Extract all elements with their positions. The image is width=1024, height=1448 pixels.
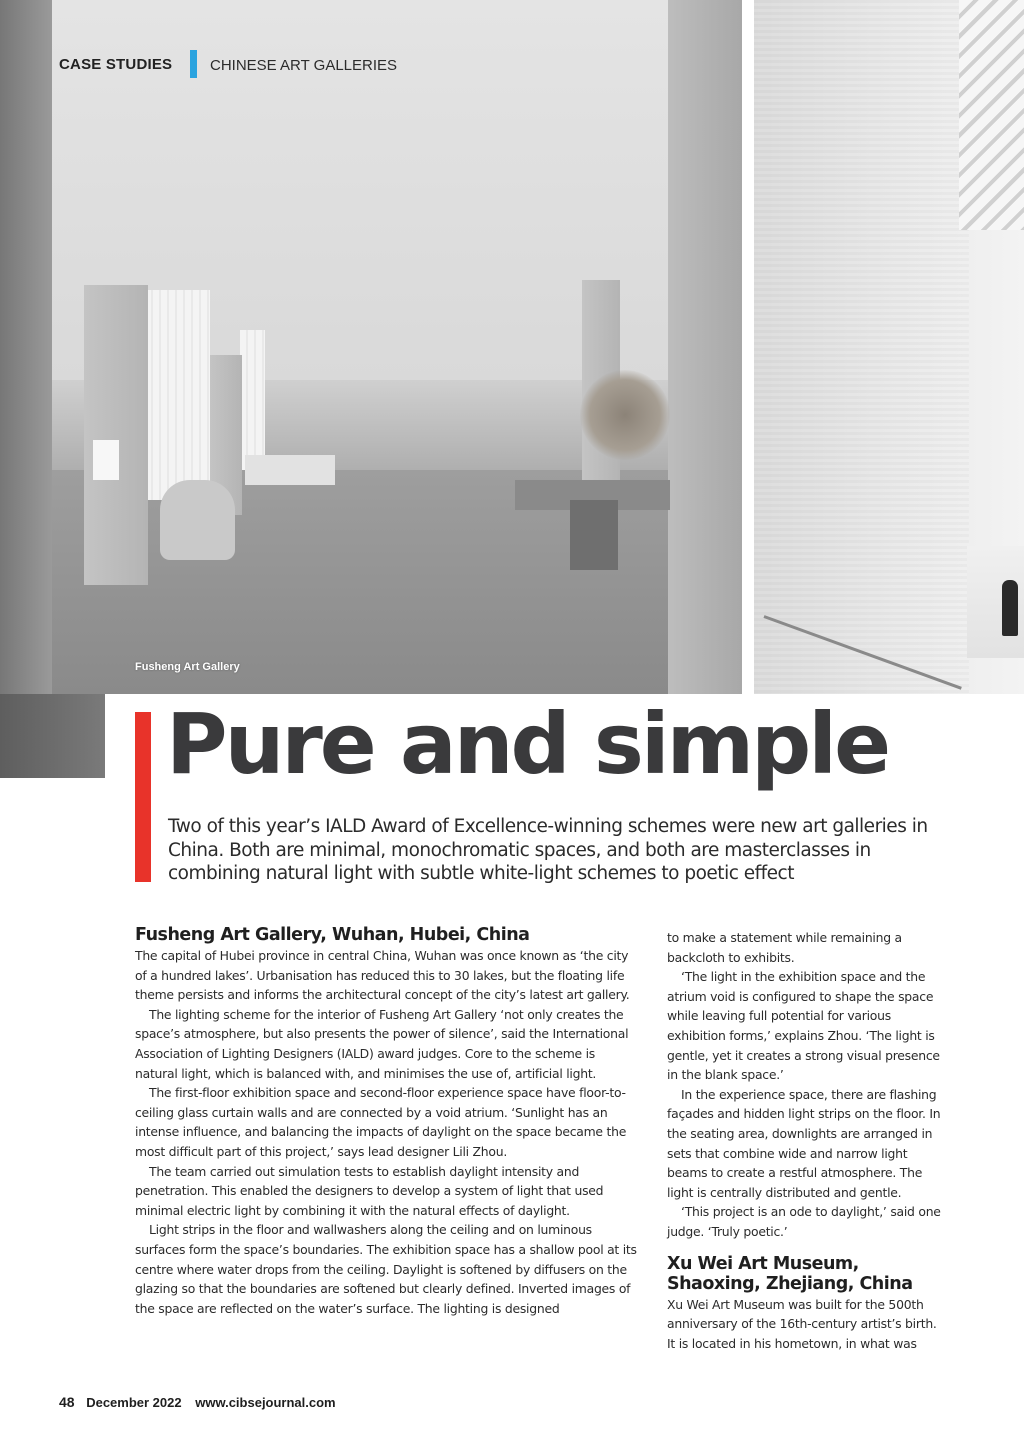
sofa bbox=[245, 455, 335, 485]
floor-lamp bbox=[93, 440, 119, 480]
body-paragraph: ‘The light in the exhibition space and the atrium void is configured to shape the space while leaving full potential for various exhibition forms,’ explains Zhou. ‘The light is gentle, yet it creates a strong visual presence in the blank space.’ bbox=[667, 969, 940, 1083]
photo-extension bbox=[0, 694, 105, 778]
article-column-2 bbox=[667, 928, 945, 1353]
body-paragraph: ‘This project is an ode to daylight,’ said one judge. ‘Truly poetic.’ bbox=[667, 1204, 941, 1239]
standfirst: Two of this year’s IALD Award of Excellence-winning schemes were new art galleries in China. Both are minimal, monochromatic spaces, and both are masterclasses in combining natural light with subtle white-light schemes to poetic effect bbox=[168, 816, 928, 884]
headline-accent-bar bbox=[135, 712, 151, 882]
headline: Pure and simple bbox=[166, 695, 889, 793]
photo-caption: Fusheng Art Gallery bbox=[135, 661, 240, 673]
column bbox=[0, 0, 52, 694]
column bbox=[84, 285, 148, 585]
body-paragraph: In the experience space, there are flashing façades and hidden light strips on the floor. In the seating area, downlights are arranged in sets that combine wide and narrow light beams to create a restful atmosphere. The light is centrally distributed and gentle. bbox=[667, 1086, 941, 1200]
page-number: 48 bbox=[59, 1394, 75, 1410]
section-divider bbox=[190, 50, 197, 78]
section-heading: Xu Wei Art Museum, Shaoxing, Zhejiang, China bbox=[667, 1253, 913, 1294]
column bbox=[668, 0, 742, 694]
tree-sculpture bbox=[580, 370, 670, 460]
page-footer bbox=[59, 1394, 336, 1410]
textured-wall bbox=[754, 0, 969, 694]
skylight bbox=[959, 0, 1024, 230]
body-paragraph: The first-floor exhibition space and second-floor experience space have floor-to-ceiling glass curtain walls and are connected by a void atrium. ‘Sunlight has an intense influence, and balancing the impacts of daylight on the space became the most difficult part of this project,’ says lead designer Lili Zhou. bbox=[135, 1085, 627, 1159]
gallery-interior-photo bbox=[0, 0, 742, 694]
visitor-figure bbox=[1002, 580, 1018, 636]
body-paragraph: to make a statement while remaining a backcloth to exhibits. bbox=[667, 930, 902, 965]
body-paragraph: The team carried out simulation tests to establish daylight intensity and penetration. This enabled the designers to develop a system of light that used minimal electric light by combining it with the natural effects of daylight. bbox=[135, 1163, 604, 1218]
section-heading: Fusheng Art Gallery, Wuhan, Hubei, China bbox=[135, 925, 530, 945]
museum-wall-photo bbox=[754, 0, 1024, 694]
photo-gutter bbox=[742, 0, 754, 694]
body-paragraph: Xu Wei Art Museum was built for the 500th anniversary of the 16th-century artist’s birth. It is located in his hometown, in what was bbox=[667, 1296, 937, 1351]
display-table-leg bbox=[570, 500, 618, 570]
section-subtitle: CHINESE ART GALLERIES bbox=[210, 57, 398, 74]
window-blinds bbox=[145, 290, 210, 500]
website-link[interactable]: www.cibsejournal.com bbox=[195, 1395, 336, 1410]
body-paragraph: The capital of Hubei province in central China, Wuhan was once known as ‘the city of a hundred lakes’. Urbanisation has reduced this to 30 lakes, but the floating life theme persists and informs the architectural concept of the city’s latest art gallery. bbox=[135, 948, 630, 1003]
body-paragraph: Light strips in the floor and wallwashers along the ceiling and on luminous surfaces form the space’s boundaries. The exhibition space has a shallow pool at its centre where water drops from the ceiling. Daylight is softened by diffusers on the glazing so that the boundaries are softened but clearly defined. Inverted images of the space are reflected on the water’s surface. The lighting is designed bbox=[135, 1222, 637, 1316]
section-label: CASE STUDIES bbox=[59, 56, 173, 73]
armchair bbox=[160, 480, 235, 560]
issue-date: December 2022 bbox=[86, 1395, 182, 1410]
article-column-1 bbox=[135, 925, 638, 1318]
window-blinds bbox=[240, 330, 265, 470]
body-paragraph: The lighting scheme for the interior of Fusheng Art Gallery ‘not only creates the space’s atmosphere, but also presents the power of silence’, said the International Association of Lighting Designers (IALD) award judges. Core to the scheme is natural light, which is balanced with, and minimises the use of, artificial light. bbox=[135, 1006, 629, 1081]
